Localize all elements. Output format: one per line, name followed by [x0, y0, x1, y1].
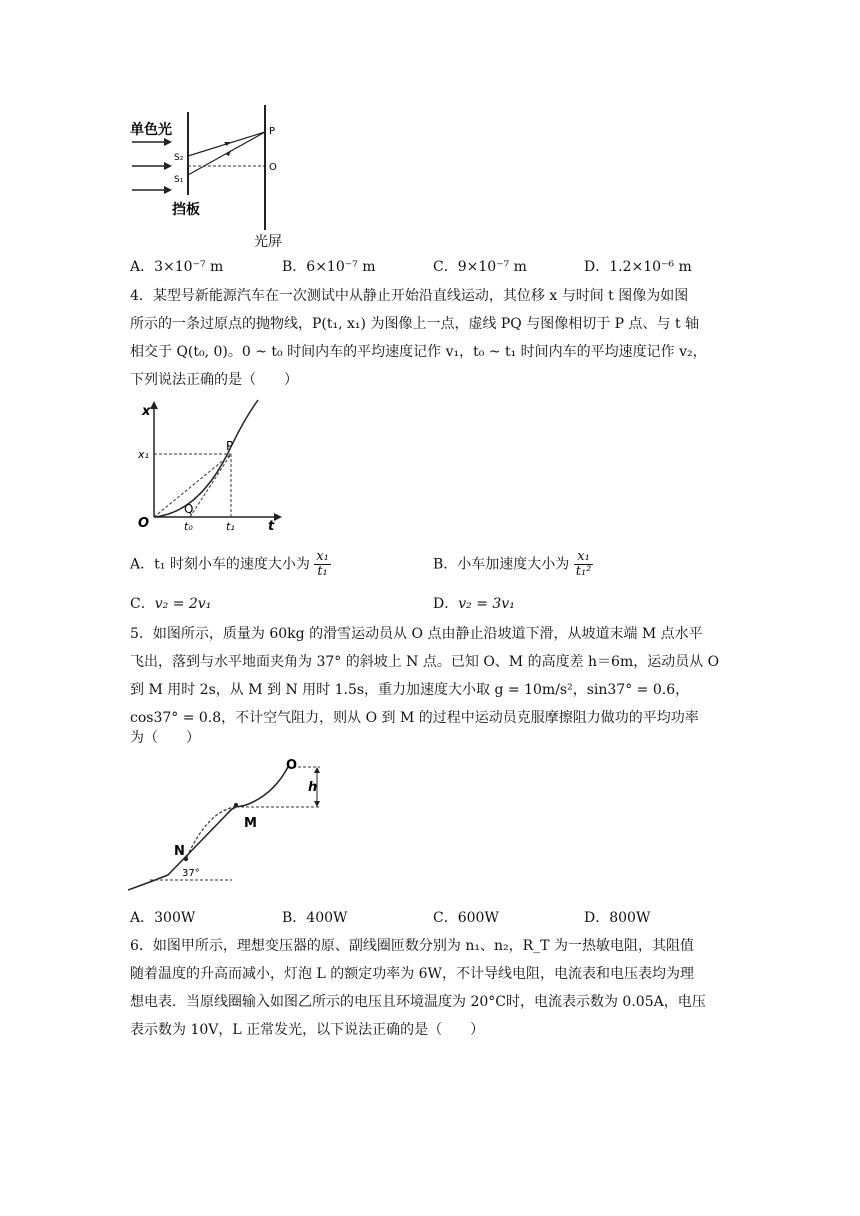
q4-line3: 相交于 Q(t₀, 0)。0 ~ t₀ 时间内车的平均速度记作 v₁，t₀ ~ t₁ 时间内车的平均速度记作 v₂，: [130, 344, 707, 360]
label-x: x: [142, 404, 151, 419]
label-m: M: [244, 816, 257, 831]
label-baffle: 挡板: [172, 202, 200, 218]
label-light: 单色光: [130, 122, 172, 138]
q5-option-c[interactable]: C．600W: [433, 910, 499, 926]
fraction: $\frac{\text{x₁}}{\text{t₁}}$: [316, 549, 329, 579]
q5-line4: cos37° = 0.8，不计空气阻力，则从 O 到 M 的过程中运动员克服摩擦阻力做功的平均功率: [130, 710, 699, 726]
ski-slope-figure: [128, 755, 333, 903]
q3-option-b[interactable]: B．6×10⁻⁷ m: [282, 259, 376, 275]
double-slit-figure: [128, 100, 298, 250]
q3-option-c[interactable]: C．9×10⁻⁷ m: [433, 259, 527, 275]
q4-option-b[interactable]: B．小车加速度大小为 $\frac{\text{x₁}}{\text{t₁²}}$: [433, 549, 592, 579]
label-h: h: [308, 780, 318, 795]
label-p: P: [226, 439, 234, 453]
q4-line1: 4．某型号新能源汽车在一次测试中从静止开始沿直线运动，其位移 x 与时间 t 图像为如图: [130, 288, 689, 304]
q5-line1: 5．如图所示，质量为 60kg 的滑雪运动员从 O 点由静止沿坡道下滑，从坡道末端 M 点水平: [130, 626, 703, 642]
xt-graph-figure: [128, 395, 288, 535]
q5-option-d[interactable]: D．800W: [584, 910, 651, 926]
label-x1: x₁: [138, 448, 149, 461]
label-t1: t₁: [226, 520, 235, 533]
q4-line2: 所示的一条过原点的抛物线，P(t₁, x₁) 为图像上一点，虚线 PQ 与图像相切于 P 点、与 t 轴: [130, 316, 700, 332]
q6-line2: 随着温度的升高而减小，灯泡 L 的额定功率为 6W，不计导线电阻，电流表和电压表均为理: [130, 966, 694, 982]
q3-option-d[interactable]: D．1.2×10⁻⁶ m: [584, 259, 692, 275]
label-t0: t₀: [184, 520, 193, 533]
q4-option-a[interactable]: A．t₁ 时刻小车的速度大小为 $\frac{\text{x₁}}{\text{t₁}}$: [130, 549, 329, 579]
label-s1: S₁: [174, 175, 184, 185]
label-t: t: [268, 519, 275, 534]
q5-line2: 飞出，落到与水平地面夹角为 37° 的斜坡上 N 点。已知 O、M 的高度差 h＝6m，运动员从 O: [130, 654, 720, 670]
q6-line1: 6．如图甲所示，理想变压器的原、副线圈匝数分别为 n₁、n₂，R_T 为一热敏电阻，其阻值: [130, 938, 694, 954]
q5-line3: 到 M 用时 2s，从 M 到 N 用时 1.5s，重力加速度大小取 g = 10m/s²，sin37° = 0.6，: [130, 682, 690, 698]
label-angle: 37°: [182, 868, 200, 879]
label-o: O: [138, 516, 150, 531]
label-screen: 光屏: [254, 234, 282, 250]
label-p: P: [269, 126, 276, 137]
q6-line4: 表示数为 10V，L 正常发光，以下说法正确的是（ ）: [130, 1022, 485, 1038]
q4-option-d[interactable]: D．v₂ = 3v₁: [433, 596, 515, 612]
q3-option-a[interactable]: A．3×10⁻⁷ m: [130, 259, 224, 275]
label-n: N: [174, 844, 185, 859]
q4-option-c[interactable]: C．v₂ = 2v₁: [130, 596, 212, 612]
q4-line4: 下列说法正确的是（ ）: [130, 372, 298, 388]
label-q: Q: [184, 502, 194, 516]
q5-line5: 为（ ）: [130, 730, 200, 746]
q6-line3: 想电表．当原线圈输入如图乙所示的电压且环境温度为 20°C时，电流表示数为 0.05A，电压: [130, 994, 706, 1010]
q5-option-a[interactable]: A．300W: [130, 910, 196, 926]
fraction: $\frac{\text{x₁}}{\text{t₁²}}$: [575, 549, 592, 579]
q5-option-b[interactable]: B．400W: [282, 910, 348, 926]
label-s2: S₂: [174, 153, 184, 163]
label-o: O: [269, 162, 277, 173]
label-o: O: [286, 758, 298, 773]
